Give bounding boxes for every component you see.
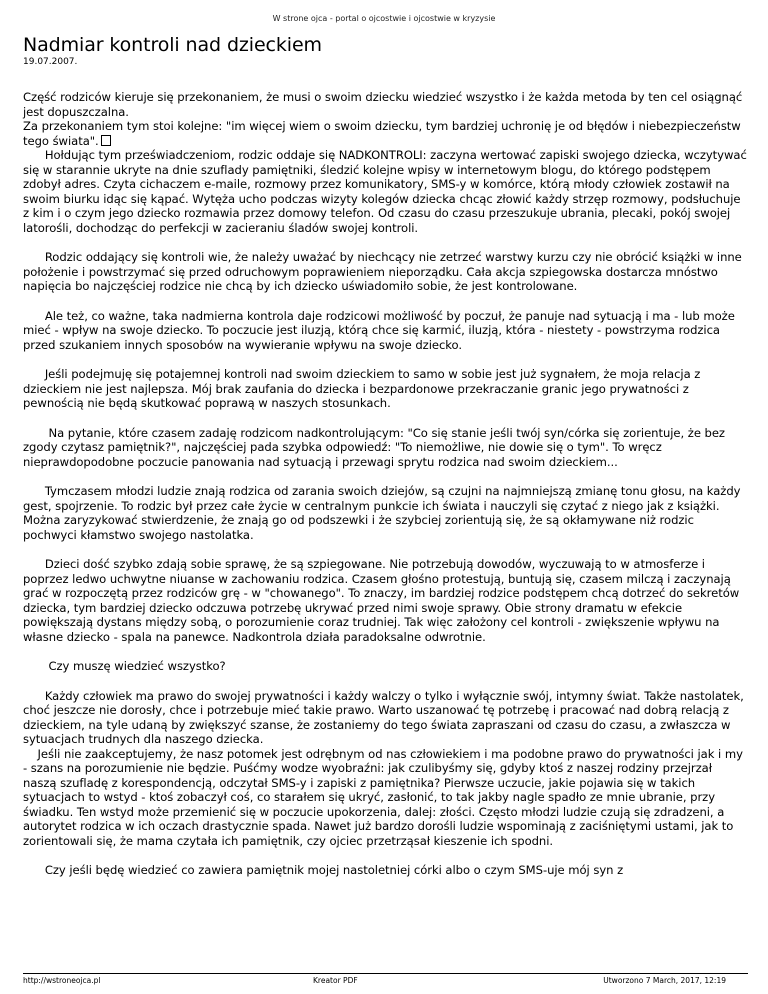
paragraph: Jeśli nie zaakceptujemy, że nasz potomek jest odrębnym od nas człowiekiem i ma podobne prawo do prywatności jak i my - szans na porozumienie nie będzie. Puśćmy wodze wyobraźni: jak czulibyśmy się, gdyby ktoś z naszej rodziny przejrzał naszą szufladę z korespondencją, odczytał SMS-y i zapiski z pamiętnika? Pierwsze uczucie, jakie pojawia się w takich sytuacjach to wstyd - ktoś zobaczył coś, co starałem się ukryć, zasłonić, to tak jakby nagle spadło ze mnie ubranie, przy świadku. Ten wstyd może przemienić się w poczucie upokorzenia, dalej: złości. Często młodzi ludzie czują się zdradzeni, a autorytet rodzica w ich oczach drastycznie spada. Nawet już bardzo dorośli ludzie wspominają z zaciśniętymi ustami, jak to zorientowali się, że mama czytała ich pamiętnik, czy ojciec przetrząsał kieszenie ich spodni.	[23, 746, 747, 848]
page-header: W strone ojca - portal o ojcostwie i ojcostwie w kryzysie	[272, 14, 496, 23]
missing-glyph-box	[101, 135, 111, 146]
paragraph-text: Za przekonaniem tym stoi kolejne: "im więcej wiem o swoim dziecku, tym bardziej uchronię je od błędów i niebezpieczeństw tego świata".	[23, 119, 745, 148]
paragraph: Ale też, co ważne, taka nadmierna kontrola daje rodzicowi możliwość by poczuł, że panuje nad sytuacją i ma - lub może mieć - wpływ na swoje dziecko. To poczucie jest iluzją, którą chce się karmić, iluzją, która - niestety - powstrzyma rodzica przed szukaniem innych sposobów na wywieranie wpływu na swoje dziecko.	[23, 308, 739, 352]
paragraph: Tymczasem młodzi ludzie znają rodzica od zarania swoich dziejów, są czujni na najmniejszą zmianę tonu głosu, na każdy gest, spojrzenie. To rodzic był przez całe życie w centralnym punkcie ich świata i nauczyli się czytać z niego jak z książki. Można zaryzykować stwierdzenie, że znają go od podszewki i że szybciej zorientują się, że są okłamywane niż rodzic pochwyci kłamstwo swojego nastolatka.	[23, 484, 745, 542]
paragraph: Część rodziców kieruje się przekonaniem, że musi o swoim dziecku wiedzieć wszystko i że każda metoda by ten cel osiągnąć jest dopuszczalna.	[23, 90, 746, 119]
section-heading: Czy muszę wiedzieć wszystko?	[23, 659, 226, 673]
article-date: 19.07.2007.	[23, 57, 78, 67]
footer-created: Utworzono 7 March, 2017, 12:19	[603, 976, 726, 985]
paragraph: Każdy człowiek ma prawo do swojej prywatności i każdy walczy o tylko i wyłącznie swój, intymny świat. Także nastolatek, choć jeszcze nie dorosły, chce i potrzebuje mieć takie prawo. Warto uszanować tę potrzebę i pracować nad dobrą relacją z dzieckiem, na tyle udaną by zwiększyć szanse, że zostaniemy do tego świata zapraszani od czasu do czasu, a zwłaszcza w sytuacjach trudnych dla naszego dziecka.	[23, 688, 748, 746]
footer-generator: Kreator PDF	[313, 976, 358, 985]
paragraph	[23, 119, 748, 148]
footer-url-link[interactable]: http://wstroneojca.pl	[23, 976, 101, 985]
paragraph: Hołdując tym przeświadczeniom, rodzic oddaje się NADKONTROLI: zaczyna wertować zapiski swojego dziecka, wczytywać się w starannie ukryte na dnie szuflady pamiętniki, śledzić kolejne wpisy w internetowym blogu, do którego podstępem zdobył adres. Czyta cichaczem e-maile, rozmowy przez komunikatory, SMS-y w komórce, którą młody człowiek zostawił na swoim biurku idąc się kąpać. Wytęża ucho podczas wizyty kolegów dziecka chcąc złowić każdy strzęp rozmowy, podsłuchuje z kim i o czym jego dziecko rozmawia przez domowy telefon. Od czasu do czasu przeszukuje ubrania, plecaki, pokój swojej latorośli, dochodząc do perfekcji w zacieraniu śladów swojej kontroli.	[23, 148, 751, 235]
page-footer	[23, 973, 748, 986]
article-title: Nadmiar kontroli nad dzieckiem	[23, 34, 322, 56]
paragraph: Dzieci dość szybko zdają sobie sprawę, że są szpiegowane. Nie potrzebują dowodów, wyczuwają to w atmosferze i poprzez ledwo uchwytne niuanse w zachowaniu rodzica. Czasem głośno protestują, buntują się, czasem milczą i zaczynają grać w rozpoczętą przez rodziców grę - w "chowanego". To znaczy, im bardziej rodzice podstępem chcą dotrzeć do sekretów dziecka, tym bardziej dziecko odczuwa potrzebę ukrywać przed nimi swoje sprawy. Obie strony dramatu w efekcie powiększają dystans między sobą, o porozumienie coraz trudniej. Tak więc założony cel kontroli - zwiększenie wpływu na własne dziecko - spala na panewce. Nadkontrola działa paradoksalne odwrotnie.	[23, 557, 743, 644]
paragraph: Czy jeśli będę wiedzieć co zawiera pamiętnik mojej nastoletniej córki albo o czym SMS-uje mój syn z	[23, 863, 624, 877]
paragraph: Rodzic oddający się kontroli wie, że należy uważać by niechcący nie zetrzeć warstwy kurzu czy nie obrócić książki w inne położenie i powstrzymać się przed odruchowym poprawieniem nieporządku. Cała akcja szpiegowska dostarcza mnóstwo napięcia bo najczęściej rodzice nie chcą by ich dziecko uświadomiło sobie, że jest kontrolowane.	[23, 250, 746, 293]
paragraph: Jeśli podejmuję się potajemnej kontroli nad swoim dzieckiem to samo w sobie jest już sygnałem, że moja relacja z dzieckiem nie jest najlepsza. Mój brak zaufania do dziecka i bezpardonowe przekraczanie granic jego prywatności z pewnością nie będą skutkować poprawą w naszych stosunkach.	[23, 367, 704, 410]
paragraph: Na pytanie, które czasem zadaję rodzicom nadkontrolującym: "Co się stanie jeśli twój syn/córka się zorientuje, że bez zgody czytasz pamiętnik?", najczęściej pada szybka odpowiedź: "To niemożliwe, nie dowie się o tym". To wręcz nieprawdopodobne poczucie panowania nad sytuacją i przewagi sprytu rodzica nad swoim dzieckiem...	[23, 425, 729, 469]
article-body	[23, 90, 751, 878]
